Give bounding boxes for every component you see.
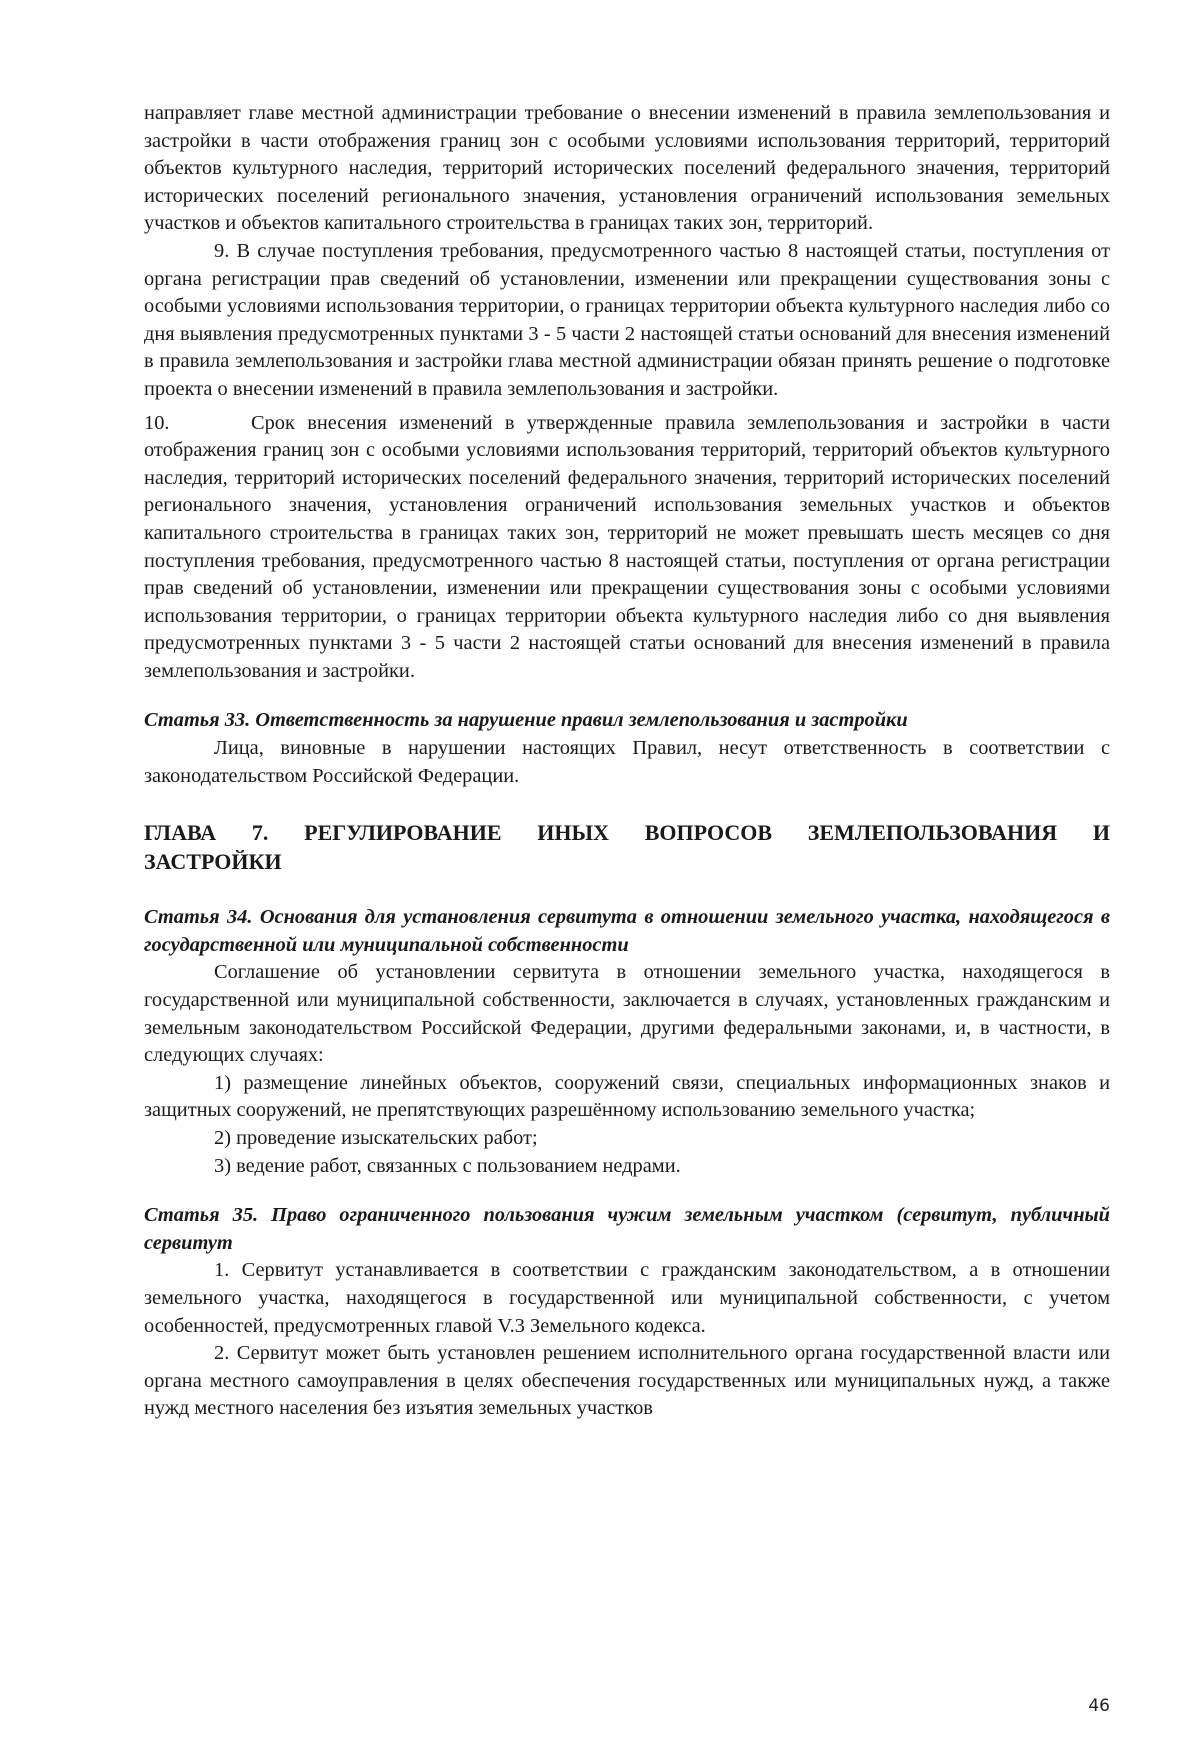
chapter-7-title-line-1: ГЛАВА 7. РЕГУЛИРОВАНИЕ ИНЫХ ВОПРОСОВ ЗЕМЛЕПОЛЬЗОВАНИЯ И xyxy=(144,820,1110,846)
article-34-item-1: 1) размещение линейных объектов, сооружений связи, специальных информационных знаков и защитных сооружений, не препятствующих разрешённому использованию земельного участка; xyxy=(144,1071,1110,1122)
paragraph-continuation: направляет главе местной администрации требование о внесении изменений в правила землепользования и застройки в части отображения границ зон с особыми условиями использования территорий, территорий объектов культурного наследия, территорий исторических поселений федерального значения, территорий исторических поселений регионального значения, установления ограничений использования земельных участков и объектов капитального строительства в границах таких зон, территорий. xyxy=(144,102,1110,235)
article-33-body: Лица, виновные в нарушении настоящих Правил, несут ответственность в соответствии с законодательством Российской Федерации. xyxy=(144,737,1110,787)
page-number: 46 xyxy=(1088,1696,1110,1716)
item-10-number: 10. xyxy=(144,411,170,434)
article-35-paragraph-2: 2. Сервитут может быть установлен решением исполнительного органа государственной власти или органа местного самоуправления в целях обеспечения государственных или муниципальных нужд, а также нужд местного населения без изъятия земельных участков xyxy=(144,1342,1110,1420)
paragraph-item-9: 9. В случае поступления требования, предусмотренного частью 8 настоящей статьи, поступления от органа регистрации прав сведений об установлении, изменении или прекращении существования зоны с особыми условиями использования территории, о границах территории объекта культурного наследия либо со дня выявления предусмотренных пунктами 3 - 5 части 2 настоящей статьи оснований для внесения изменений в правила землепользования и застройки глава местной администрации обязан принять решение о подготовке проекта о внесении изменений в правила землепользования и застройки. xyxy=(144,239,1110,400)
article-34-item-2: 2) проведение изыскательских работ; xyxy=(214,1127,538,1149)
chapter-7-title-line-2: ЗАСТРОЙКИ xyxy=(144,849,282,875)
chapter-7-title xyxy=(144,818,1110,876)
article-35-title: Статья 35. Право ограниченного пользования чужим земельным участком (сервитут, публичный сервитут xyxy=(144,1204,1110,1254)
item-10-text: Срок внесения изменений в утвержденные правила землепользования и застройки в части отображения границ зон с особыми условиями использования территорий, территорий объектов культурного наследия, территорий исторических поселений федерального значения, территорий исторических поселений регионального значения, установления ограничений использования земельных участков и объектов капитального строительства в границах таких зон, территорий не может превышать шесть месяцев со дня поступления требования, предусмотренного частью 8 настоящей статьи, поступления от органа регистрации прав сведений об установлении, изменении или прекращении существования зоны с особыми условиями использования территории, о границах территории объекта культурного наследия либо со дня выявления предусмотренных пунктами 3 - 5 части 2 настоящей статьи оснований для внесения изменений в правила землепользования и застройки. xyxy=(144,411,1110,682)
article-34-intro: Соглашение об установлении сервитута в отношении земельного участка, находящегося в государственной или муниципальной собственности, заключается в случаях, установленных гражданским и земельным законодательством Российской Федерации, другими федеральными законами, и, в частности, в следующих случаях: xyxy=(144,961,1110,1067)
article-33-title: Статья 33. Ответственность за нарушение правил землепользования и застройки xyxy=(144,709,908,732)
paragraph-item-10 xyxy=(144,410,1110,686)
article-34-title: Статья 34. Основания для установления сервитута в отношении земельного участка, находящегося в государственной или муниципальной собственности xyxy=(144,906,1110,956)
article-34-item-3: 3) ведение работ, связанных с пользованием недрами. xyxy=(214,1154,681,1177)
document-page xyxy=(144,100,1110,1423)
article-35-paragraph-1: 1. Сервитут устанавливается в соответствии с гражданским законодательством, а в отношении земельного участка, находящегося в государственной или муниципальной собственности, с учетом особенностей, предусмотренных главой V.3 Земельного кодекса. xyxy=(144,1259,1110,1337)
